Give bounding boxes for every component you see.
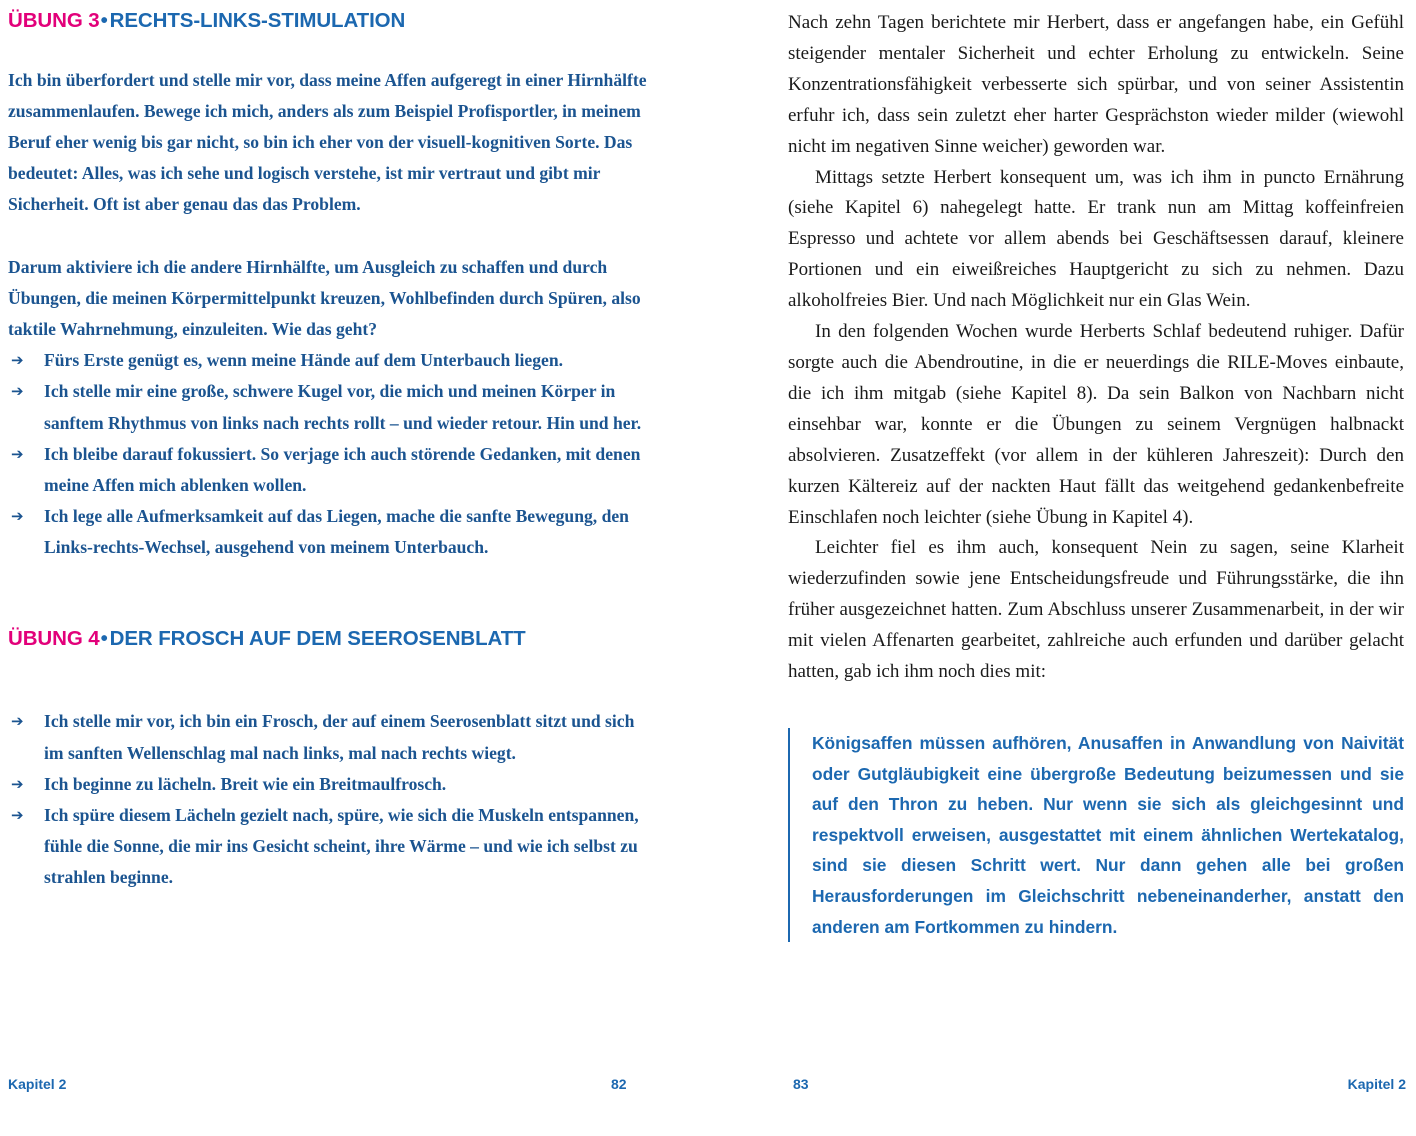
- exercise-4-number: ÜBUNG 4: [8, 626, 100, 650]
- list-item-text: Ich stelle mir vor, ich bin ein Frosch, der auf einem Seerosenblatt sitzt und sich im sanften Wellenschlag mal nach links, mal nach rechts wiegt.: [44, 711, 635, 763]
- body-paragraph-2: Mittags setzte Herbert konsequent um, was ich ihm in puncto Ernährung (siehe Kapitel 6) nahegelegt hatte. Er trank nun am Mittag koffeinfreien Espresso und achtete vor allem abends bei Geschäftsessen darauf, kleinere Portionen und ein eiweißreiches Hauptgericht zu sich zu nehmen. Dazu alkoholfreies Bier. Und nach Möglichkeit nur ein Glas Wein.: [788, 166, 1404, 312]
- arrow-right-icon: ➔: [11, 712, 24, 731]
- list-item-text: Ich stelle mir eine große, schwere Kugel vor, die mich und meinen Körper in sanftem Rhythmus von links nach rechts rollt – und wieder retour. Hin und her.: [44, 381, 642, 433]
- spacer-after-exercise-3-heading: [8, 34, 648, 65]
- list-item-text: Ich beginne zu lächeln. Breit wie ein Breitmaulfrosch.: [44, 773, 447, 794]
- pull-quote-box: [788, 728, 1404, 942]
- exercise-4-bullet-list: [8, 706, 648, 893]
- exercise-3-paragraph-1: Ich bin überfordert und stelle mir vor, dass meine Affen aufgeregt in einer Hirnhälfte zusammenlaufen. Bewege ich mich, anders als zum Beispiel Profisportler, in meinem Beruf eher wenig bis gar nicht, so bin ich eher von der visuell-kognitiven Sorte. Das bedeutet: Alles, was ich sehe und logisch verstehe, ist mir vertraut und gibt mir Sicherheit. Oft ist aber genau das das Problem.: [8, 69, 647, 215]
- list-item: [8, 501, 648, 563]
- arrow-right-icon: ➔: [11, 444, 24, 463]
- list-item: [8, 345, 648, 376]
- arrow-right-icon: ➔: [11, 507, 24, 526]
- body-paragraph-1: Nach zehn Tagen berichtete mir Herbert, dass er angefangen habe, ein Gefühl steigender mentaler Sicherheit und echter Erholung zu entwickeln. Seine Konzentrationsfähigkeit verbesserte sich spürbar, und von seiner Assistentin erfuhr ich, dass sein zuletzt eher harter Gesprächston wieder milder (wiewohl nicht im negativen Sinne weicher) geworden war.: [788, 12, 1404, 157]
- spacer-between-exercise-3-paragraphs: [8, 221, 648, 252]
- arrow-right-icon: ➔: [11, 382, 24, 401]
- list-item-text: Ich bleibe darauf fokussiert. So verjage ich auch störende Gedanken, mit denen meine Affen mich ablenken wollen.: [44, 443, 641, 496]
- page-footer: [0, 1074, 1416, 1104]
- arrow-right-icon: ➔: [11, 351, 24, 370]
- list-item: [8, 769, 648, 800]
- exercise-3-heading: [8, 8, 648, 34]
- exercise-4-heading: [8, 626, 648, 652]
- list-item-text: Ich spüre diesem Lächeln gezielt nach, spüre, wie sich die Muskeln entspannen, fühle die Sonne, die mir ins Gesicht scheint, ihre Wärme – und wie ich selbst zu strahlen beginne.: [44, 804, 639, 888]
- arrow-right-icon: ➔: [11, 774, 24, 793]
- list-item: [8, 800, 648, 894]
- left-page-column: [8, 8, 648, 894]
- list-item-text: Fürs Erste genügt es, wenn meine Hände auf dem Unterbauch liegen.: [44, 350, 563, 371]
- exercise-3-heading-separator: •: [100, 9, 108, 32]
- spacer-before-exercise-4: [8, 564, 648, 626]
- footer-page-number-right: 83: [793, 1076, 809, 1092]
- list-item: [8, 706, 648, 768]
- exercise-3-title: RECHTS-LINKS-STIMULATION: [109, 9, 406, 32]
- exercise-4-title: DER FROSCH AUF DEM SEEROSENBLATT: [109, 626, 526, 650]
- list-item-text: Ich lege alle Aufmerksamkeit auf das Liegen, mache die sanfte Bewegung, den Links-rechts-Wechsel, ausgehend von meinem Unterbauch.: [44, 506, 629, 558]
- body-paragraph-3: In den folgenden Wochen wurde Herberts Schlaf bedeutend ruhiger. Dafür sorgte auch die Abendroutine, in die er neuerdings die RILE-Moves einbaute, die ich ihm mitgab (siehe Kapitel 8). Da sein Balkon von Nachbarn nicht einsehbar war, konnte er die Übungen zu seinem Vergnügen halbnackt absolvieren. Zusatzeffekt (vor allem in der kühleren Jahreszeit): Durch den kurzen Kältereiz auf der nackten Haut fällt das weitgehend gedankenbefreite Einschlafen noch leichter (siehe Übung in Kapitel 4).: [788, 321, 1404, 528]
- pull-quote-text: Königsaffen müssen aufhören, Anusaffen in Anwandlung von Naivität oder Gutgläubigkeit eine übergroße Bedeutung beizumessen und sie auf den Thron zu heben. Nur wenn sie sich als gleichgesinnt und respektvoll erweisen, ausgestattet mit einem ähnlichen Wertekatalog, sind sie diesen Schritt wert. Nur dann gehen alle bei großen Herausforderungen im Gleichschritt nebeneinanderher, anstatt den anderen am Fortkommen zu hindern.: [812, 732, 1404, 937]
- exercise-4-heading-separator: •: [100, 626, 108, 650]
- exercise-3-paragraph-2: Darum aktiviere ich die andere Hirnhälfte, um Ausgleich zu schaffen und durch Übungen, die meinen Körpermittelpunkt kreuzen, Wohlbefinden durch Spüren, also taktile Wahrnehmung, einzuleiten. Wie das geht?: [8, 256, 641, 340]
- right-page-column: [788, 8, 1404, 942]
- list-item: [8, 439, 648, 501]
- footer-chapter-right: Kapitel 2: [1347, 1076, 1406, 1092]
- arrow-right-icon: ➔: [11, 805, 24, 824]
- footer-chapter-left: Kapitel 2: [8, 1076, 67, 1092]
- exercise-3-bullet-list: [8, 345, 648, 563]
- footer-page-number-left: 82: [611, 1076, 627, 1092]
- spacer-after-exercise-4-heading: [8, 651, 648, 706]
- list-item: [8, 376, 648, 438]
- exercise-3-number: ÜBUNG 3: [8, 9, 100, 32]
- body-paragraph-4: Leichter fiel es ihm auch, konsequent Nein zu sagen, seine Klarheit wiederzufinden sowie jene Entscheidungsfreude und Führungsstärke, die ihn früher ausgezeichnet hatten. Zum Abschluss unserer Zusammenarbeit, in der wir mit vielen Affenarten gearbeitet, zahlreiche auch erfunden und darüber gelacht hatten, gab ich ihm noch dies mit:: [788, 537, 1404, 683]
